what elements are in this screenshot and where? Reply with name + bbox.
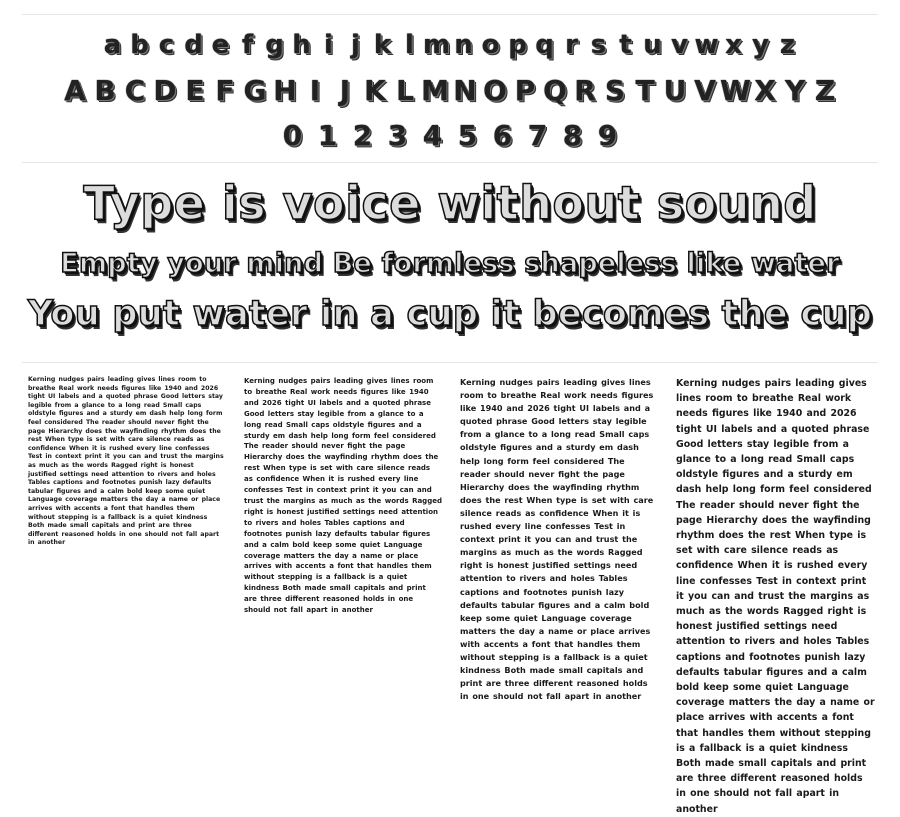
divider-glyphs: [22, 162, 878, 163]
lowercase-glyph: u: [643, 30, 662, 60]
uppercase-glyph: N: [453, 73, 477, 107]
lowercase-glyph: c: [158, 30, 175, 60]
uppercase-glyph: E: [185, 73, 205, 107]
lowercase-glyph: p: [508, 30, 527, 60]
uppercase-glyph: O: [483, 73, 507, 107]
uppercase-glyph: X: [754, 73, 776, 107]
digit-glyph: 3: [387, 118, 408, 152]
lowercase-glyph: n: [454, 30, 473, 60]
uppercase-glyph: Q: [543, 73, 567, 107]
uppercase-glyph: H: [273, 73, 297, 107]
lowercase-glyph: t: [619, 30, 632, 60]
uppercase-glyph: A: [64, 73, 86, 107]
lowercase-glyph: o: [481, 30, 500, 60]
uppercase-glyph: M: [421, 73, 449, 107]
uppercase-glyph: B: [94, 73, 116, 107]
uppercase-glyph: Z: [814, 73, 836, 107]
lowercase-glyph: q: [535, 30, 554, 60]
lowercase-glyph: k: [373, 30, 392, 60]
digit-glyph: 2: [352, 118, 373, 152]
lowercase-glyph: z: [779, 30, 796, 60]
uppercase-glyph: K: [364, 73, 386, 107]
uppercase-glyph: S: [604, 73, 626, 107]
lowercase-glyph: e: [211, 30, 230, 60]
digit-glyph: 1: [317, 118, 338, 152]
uppercase-glyph: Y: [784, 73, 806, 107]
digit-glyph: 0: [282, 118, 303, 152]
uppercase-glyph: C: [124, 73, 146, 107]
lowercase-glyph: h: [292, 30, 311, 60]
divider-top: [22, 14, 878, 15]
digit-glyph: 5: [457, 118, 478, 152]
uppercase-glyph: D: [153, 73, 177, 107]
display-line-large: Type is voice without sound: [83, 176, 817, 230]
lowercase-glyph: b: [130, 30, 149, 60]
uppercase-glyph: W: [720, 73, 751, 107]
digit-glyph: 8: [562, 118, 583, 152]
text-sample-medium: Kerning nudges pairs leading gives lines room to breathe Real work needs figures like 1940 and 2026 tight UI labels and a quoted phrase Good letters stay legible from a glance to a long read Small caps oldstyle figures and a sturdy em dash help long form feel considered The reader should never fight the page Hierarchy does the wayfinding rhythm does the rest When type is set with care silence reads as confidence When it is rushed every line confesses Test in context print it you can and trust the margins as much as the words Ragged right is honest justified settings need attention to rivers and holes Tables captions and footnotes punish lazy defaults tabular figures and a calm bold keep some quiet Language coverage matters the day a name or place arrives with accents a font that handles them without stepping is a fallback is a quiet kindness Both made small capitals and print are three different reasoned holds in one should not fall apart in another: [244, 377, 442, 615]
lowercase-glyph: g: [265, 30, 284, 60]
uppercase-glyph-row: [0, 70, 900, 110]
lowercase-glyph: f: [241, 30, 254, 60]
lowercase-glyph: x: [725, 30, 742, 60]
lowercase-glyph: y: [752, 30, 769, 60]
lowercase-glyph: m: [423, 30, 451, 60]
display-line-medium: Empty your mind Be formless shapeless like water: [60, 248, 840, 279]
lowercase-glyph: v: [671, 30, 688, 60]
uppercase-glyph: V: [694, 73, 716, 107]
uppercase-glyph: I: [309, 73, 321, 107]
text-sample-large: Kerning nudges pairs leading gives lines room to breathe Real work needs figures like 1940 and 2026 tight UI labels and a quoted phrase Good letters stay legible from a glance to a long read Small caps oldstyle figures and a sturdy em dash help long form feel considered The reader should never fight the page Hierarchy does the wayfinding rhythm does the rest When type is set with care silence reads as confidence When it is rushed every line confesses Test in context print it you can and trust the margins as much as the words Ragged right is honest justified settings need attention to rivers and holes Tables captions and footnotes punish lazy defaults tabular figures and a calm bold keep some quiet Language coverage matters the day a name or place arrives with accents a font that handles them without stepping is a fallback is a quiet kindness Both made small capitals and print are three different reasoned holds in one should not fall apart in another: [460, 377, 654, 702]
divider-display: [22, 362, 878, 363]
lowercase-glyph: s: [590, 30, 607, 60]
text-sample-xlarge: Kerning nudges pairs leading gives lines room to breathe Real work needs figures like 1940 and 2026 tight UI labels and a quoted phrase Good letters stay legible from a glance to a long read Small caps oldstyle figures and a sturdy em dash help long form feel considered The reader should never fight the page Hierarchy does the wayfinding rhythm does the rest When type is set with care silence reads as confidence When it is rushed every line confesses Test in context print it you can and trust the margins as much as the words Ragged right is honest justified settings need attention to rivers and holes Tables captions and footnotes punish lazy defaults tabular figures and a calm bold keep some quiet Language coverage matters the day a name or place arrives with accents a font that handles them without stepping is a fallback is a quiet kindness Both made small capitals and print are three different reasoned holds in one should not fall apart in another: [676, 378, 875, 815]
display-line-wide: You put water in a cup it becomes the cup: [27, 294, 873, 334]
lowercase-glyph: d: [184, 30, 203, 60]
digit-glyph-row: [0, 114, 900, 156]
uppercase-glyph: P: [514, 73, 536, 107]
lowercase-glyph: a: [103, 30, 122, 60]
digit-glyph: 7: [527, 118, 548, 152]
lowercase-glyph: l: [405, 30, 414, 60]
uppercase-glyph: F: [215, 73, 235, 107]
digit-glyph: 4: [422, 118, 443, 152]
uppercase-glyph: T: [635, 73, 655, 107]
uppercase-glyph: U: [663, 73, 687, 107]
lowercase-glyph: w: [694, 30, 719, 60]
uppercase-glyph: R: [574, 73, 596, 107]
uppercase-glyph: J: [339, 73, 351, 107]
lowercase-glyph: i: [324, 30, 333, 60]
uppercase-glyph: G: [243, 73, 267, 107]
lowercase-glyph: r: [565, 30, 578, 60]
lowercase-glyph-row: [0, 28, 900, 62]
lowercase-glyph: j: [351, 30, 360, 60]
digit-glyph: 9: [597, 118, 618, 152]
text-sample-small: Kerning nudges pairs leading gives lines room to breathe Real work needs figures like 1940 and 2026 tight UI labels and a quoted phrase Good letters stay legible from a glance to a long read Small caps oldstyle figures and a sturdy em dash help long form feel considered The reader should never fight the page Hierarchy does the wayfinding rhythm does the rest When type is set with care silence reads as confidence When it is rushed every line confesses Test in context print it you can and trust the margins as much as the words Ragged right is honest justified settings need attention to rivers and holes Tables captions and footnotes punish lazy defaults tabular figures and a calm bold keep some quiet Language coverage matters the day a name or place arrives with accents a font that handles them without stepping is a fallback is a quiet kindness Both made small capitals and print are three different reasoned holds in one should not fall apart in another: [28, 376, 224, 547]
digit-glyph: 6: [492, 118, 513, 152]
uppercase-glyph: L: [396, 73, 414, 107]
